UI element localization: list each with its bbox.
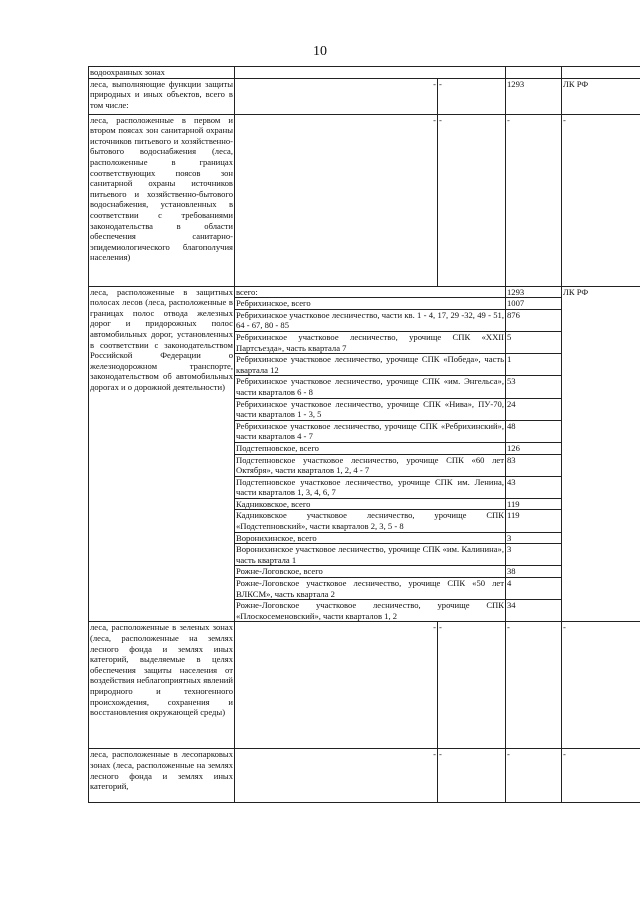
subrow-area: 48 [506,420,562,442]
area-cell [506,67,562,79]
subrow-area: 1 [506,354,562,376]
area-cell: - [506,749,562,803]
subrow-area: 53 [506,376,562,398]
subrow-area: 1293 [506,286,562,298]
forest-protection-table [88,66,640,803]
subrow-area: 3 [506,532,562,544]
table-row [89,67,640,79]
subrow-desc: Ребрихинское участковое лесничество, урочище СПК «Победа», часть квартала 12 [236,354,504,375]
table-row [89,749,640,803]
subrow-desc: Ребрихинское участковое лесничество, урочище СПК «Ребрихинский», части кварталов 4 - 7 [236,420,504,442]
quarter-cell: - [438,749,506,803]
category-cell: леса, выполняющие функции защиты природных и иных объектов, всего в том числе: [89,78,235,114]
subrow-desc: всего: [235,286,506,298]
location-cell: - [235,622,438,749]
subrow-area: 1007 [506,298,562,310]
subrow-area: 4 [506,578,562,600]
subrow-desc: Ребрихинское участковое лесничество, урочище СПК «XXII Партсъезда», часть квартала 7 [236,331,504,353]
law-cell: ЛК РФ [562,78,640,114]
area-cell: - [506,114,562,286]
subrow-desc: Воронихинское участковое лесничество, урочище СПК «им. Калинина», часть квартала 1 [236,544,504,565]
table-row [89,114,640,286]
subrow-desc: Ребрихинское участковое лесничество, урочище СПК «Нива», ПУ-70, части кварталов 1 - 3, 5 [236,398,504,420]
area-cell: - [506,622,562,749]
subrow-desc: Ворониxинское, всего [235,532,506,544]
subrow-area: 126 [506,442,562,454]
category-cell: леса, расположенные в зеленых зонах (леса, расположенные на землях лесного фонда и землях иных категорий, выделяемые в целях обеспечения защиты населения от воздействия неблагоприятных явлений природного и техногенного происхождения, сохранения и восстановления окружающей среды) [89,622,235,749]
category-cell: леса, расположенные в первом и втором поясах зон санитарной охраны источников питьевого и хозяйственно-бытового водоснабжения (леса, расположенные в границах соответствующих поясов зон санитарной охраны источников питьевого и хозяйственно-бытового водоснабжения, установленных в соответствии с требованиями законодательства в области обеспечения санитарно-эпидемиологического благополучия населения) [89,114,235,286]
subrow-area: 83 [506,454,562,476]
law-cell: ЛК РФ [562,286,640,622]
subrow-desc: Ребрихинское участковое лесничество, части кв. 1 - 4, 17, 29 -32, 49 - 51, 64 - 67, 80 - 85 [236,309,504,331]
subrow-desc: Кадниковское, всего [235,498,506,510]
category-cell: водоохранных зонах [89,67,235,79]
law-cell [562,67,640,79]
area-cell: 1293 [506,78,562,114]
subrow-area: 24 [506,398,562,420]
quarter-cell: - [438,622,506,749]
subrow-desc: Рожне-Логовское участковое лесничество, урочище СПК «Плоскосеменовский», части кварталов 1, 2 [236,600,504,621]
quarter-cell: - [438,114,506,286]
subrow-desc: Рожне-Логовское участковое лесничество, урочище СПК «50 лет ВЛКСМ», часть квартала 2 [236,578,504,599]
category-cell: леса, расположенные в лесопарковых зонах (леса, расположенные на землях лесного фонда и землях иных категорий, [89,749,235,803]
subrow-desc: Ребрихинское участковое лесничество, урочище СПК «им. Энгельса», части кварталов 6 - 8 [236,376,504,397]
subrow-desc: Кадниковское участковое лесничество, урочище СПК «Подстепновский», части кварталов 2, 3, 5 - 8 [236,510,504,532]
subrow-desc: Подстепновское участковое лесничество, урочище СПК им. Ленина, части кварталов 1, 3, 4, 6, 7 [236,476,504,498]
page-number: 10 [313,44,327,59]
table-row [89,622,640,749]
location-cell [235,67,506,79]
subrow-area: 34 [506,600,562,622]
subrow-area: 43 [506,476,562,498]
subrow-desc: Подстепновское участковое лесничество, урочище СПК «60 лет Октября», части кварталов 1, 2, 4 - 7 [236,454,504,476]
quarter-cell: - [438,78,506,114]
location-cell: - [235,78,438,114]
law-cell: - [562,114,640,286]
category-cell: леса, расположенные в защитных полосах лесов (леса, расположенные в границах полос отвода железных дорог и придорожных полос автомобильных дорог, установленных в соответствии с законодательством Российской Федерации о железнодорожном транспорте, законодательством об автомобильных дорогах и о дорожной деятельности) [89,286,235,622]
table-row [89,286,640,298]
law-cell: - [562,749,640,803]
subrow-area: 3 [506,544,562,566]
subrow-area: 119 [506,510,562,532]
subrow-desc: Рожне-Логовское, всего [235,566,506,578]
subrow-desc: Подстепновское, всего [235,442,506,454]
subrow-area: 119 [506,498,562,510]
law-cell: - [562,622,640,749]
subrow-area: 5 [506,331,562,353]
table-row [89,78,640,114]
location-cell: - [235,749,438,803]
subrow-area: 38 [506,566,562,578]
location-cell: - [235,114,438,286]
subrow-desc: Ребрихинское, всего [235,298,506,310]
subrow-area: 876 [506,309,562,331]
